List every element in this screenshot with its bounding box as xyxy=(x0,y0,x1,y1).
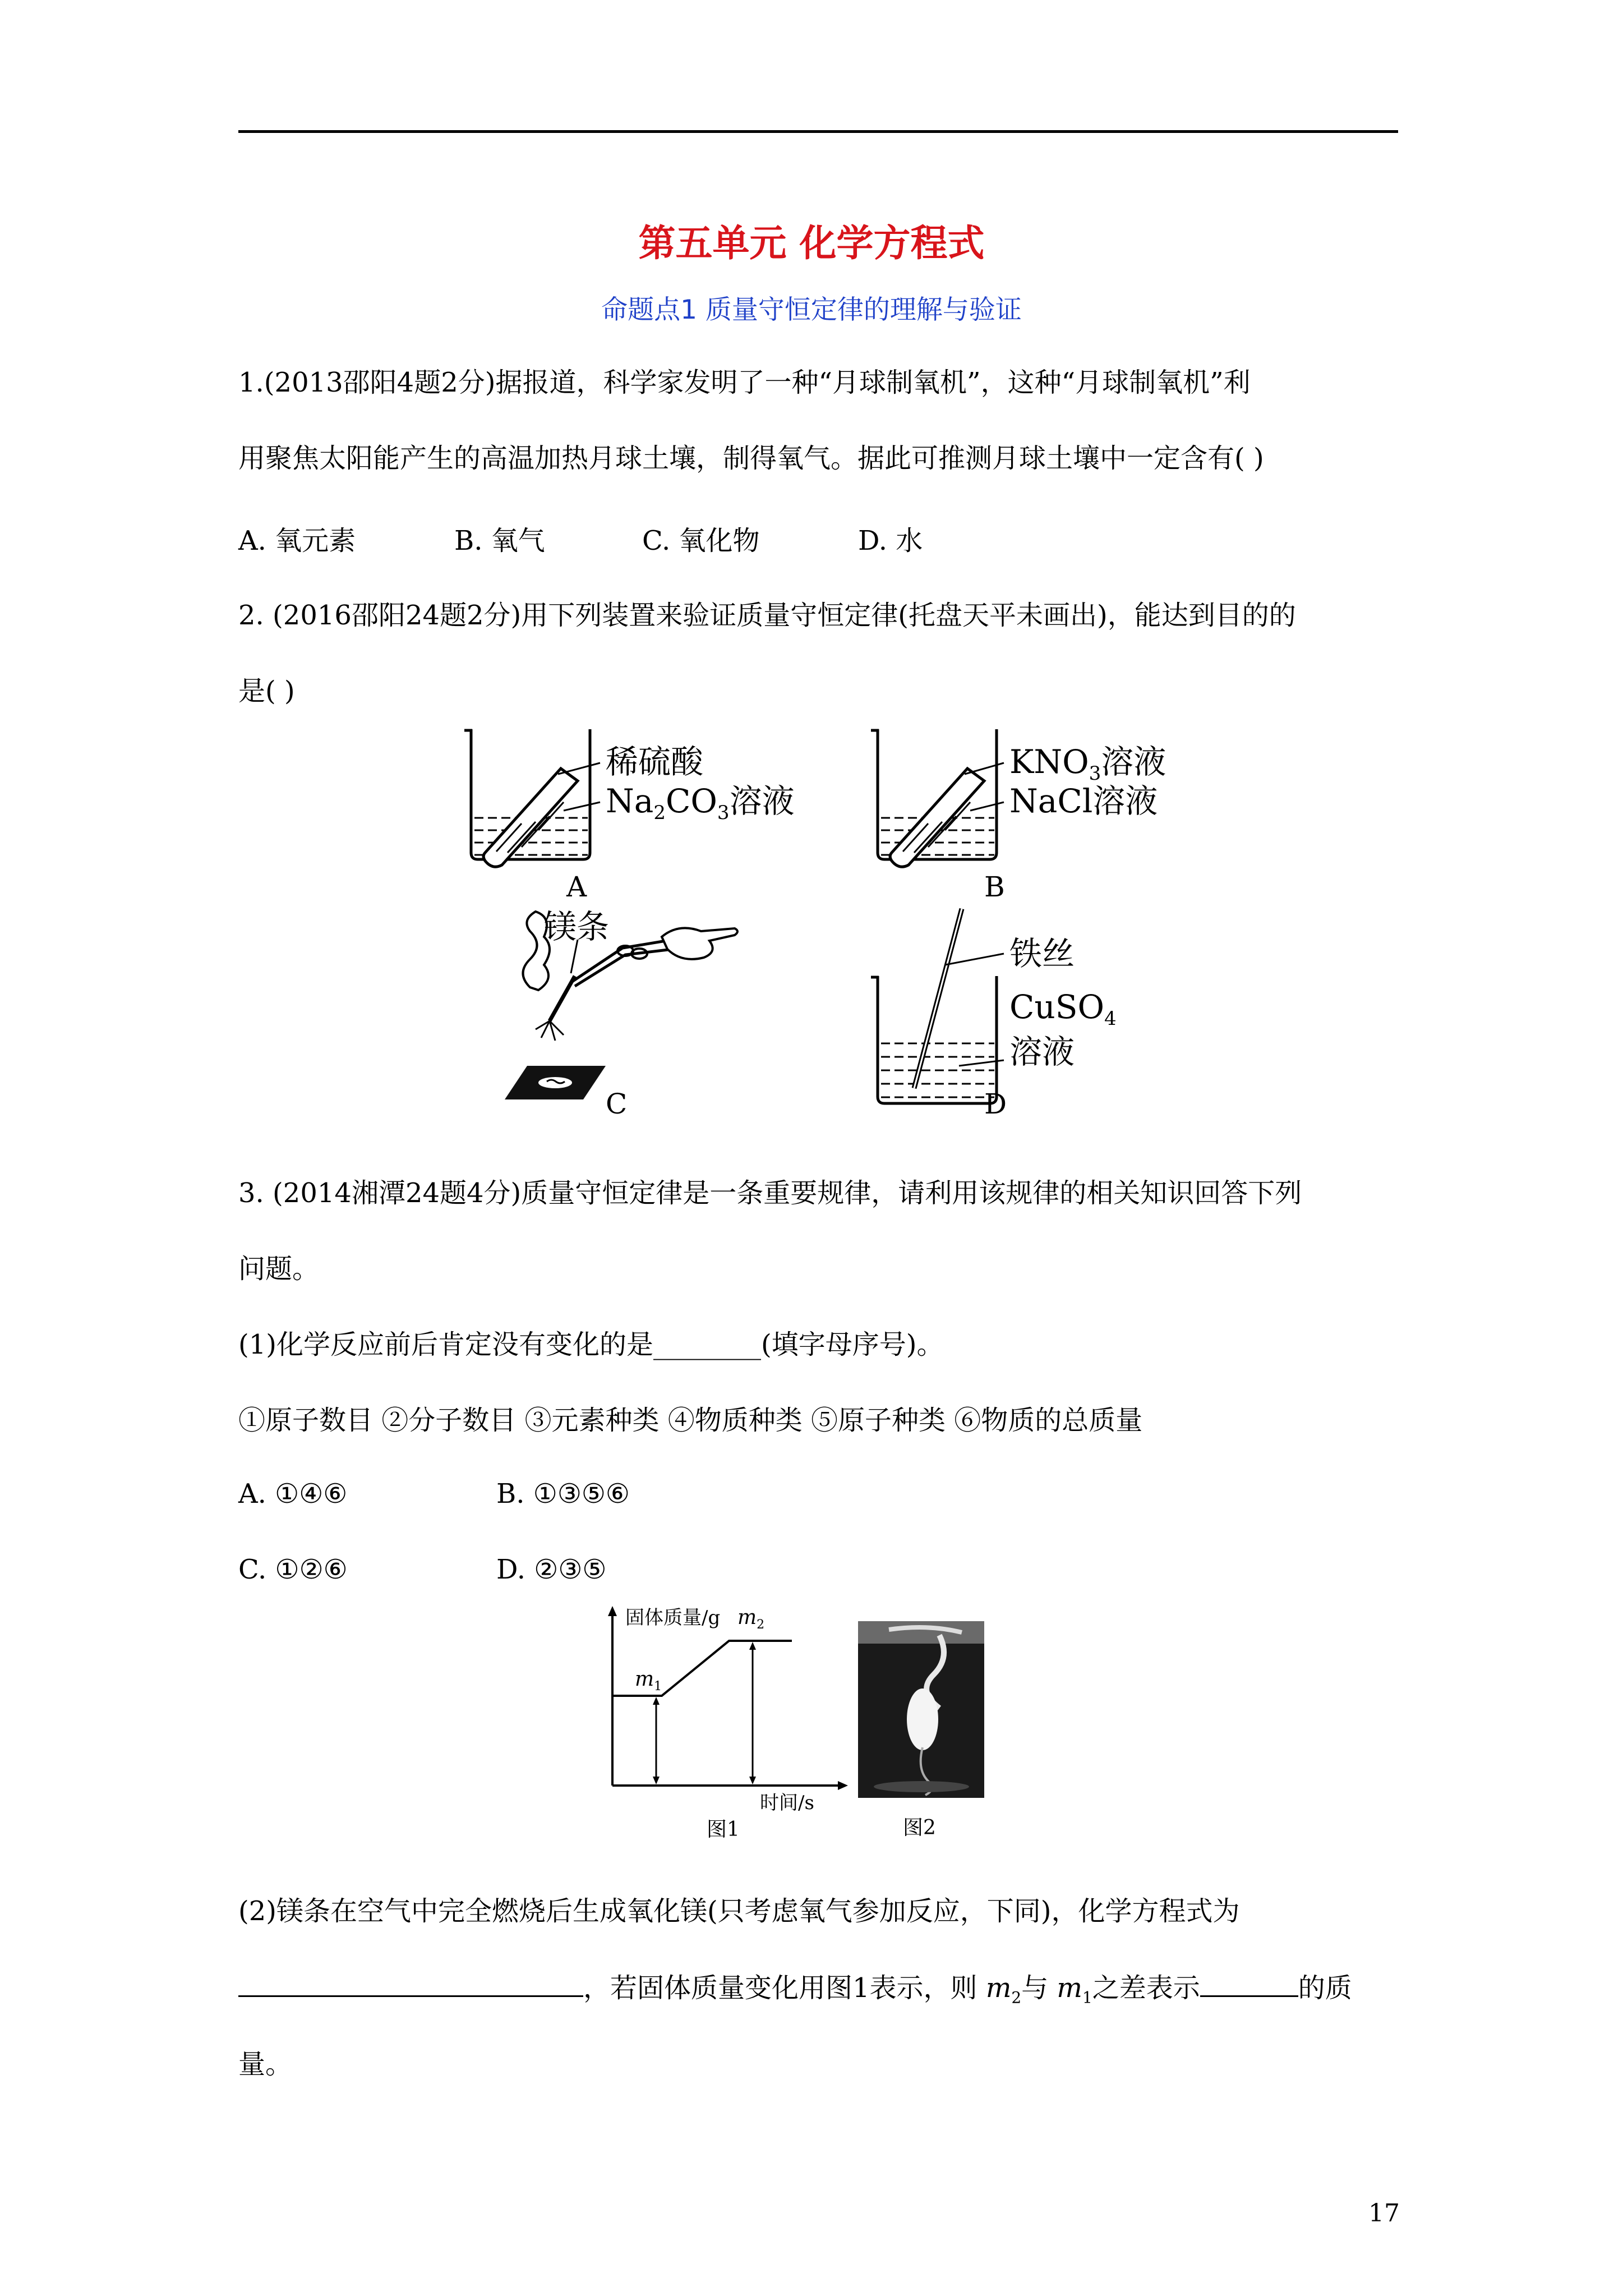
q1-option-a: A. 氧元素 xyxy=(238,525,356,556)
q3-part2-line3: 量。 xyxy=(238,2049,293,2080)
q3-items: ①原子数目 ②分子数目 ③元素种类 ④物质种类 ⑤原子种类 ⑥物质的总质量 xyxy=(238,1405,1143,1436)
apparatus-b xyxy=(871,729,1166,903)
q3-figure2-photo xyxy=(855,1618,990,1843)
q2-line1: 2. (2016邵阳24题2分)用下列装置来验证质量守恒定律(托盘天平未画出)，能达到目的的 xyxy=(238,600,1296,631)
label-magnesium-ribbon: 镁条 xyxy=(544,908,610,946)
caption-b: B xyxy=(984,871,1005,903)
page-number: 17 xyxy=(1368,2199,1400,2228)
q3-option-b: B. ①③⑤⑥ xyxy=(496,1478,630,1510)
figure1-y-axis-label: 固体质量/g xyxy=(625,1607,721,1629)
q2-apparatus-figure xyxy=(437,718,1223,1139)
figure1-x-axis-label: 时间/s xyxy=(760,1792,814,1814)
equation-answer-blank[interactable] xyxy=(238,1973,583,1997)
caption-a: A xyxy=(566,871,587,903)
q1-option-b: B. 氧气 xyxy=(454,525,545,556)
q3-line1: 3. (2014湘潭24题4分)质量守恒定律是一条重要规律，请利用该规律的相关知识回答下列 xyxy=(238,1177,1302,1209)
label-sodium-chloride: NaCl溶液 xyxy=(1009,782,1158,820)
q3-line2: 问题。 xyxy=(238,1253,320,1285)
q3-part2-line2: ，若固体质量变化用图1表示，则 $m_2$与 $m_1$之差表示 的质 xyxy=(238,1970,1399,2016)
apparatus-d xyxy=(871,909,1117,1120)
difference-answer-blank[interactable] xyxy=(1200,1973,1298,1997)
apparatus-c xyxy=(505,908,737,1120)
q1-line1: 1.(2013邵阳4题2分)据报道，科学家发明了一种“月球制氧机”，这种“月球制氧机”利 xyxy=(238,367,1251,398)
q3-part1: (1)化学反应前后肯定没有变化的是________(填字母序号)。 xyxy=(238,1329,944,1360)
q1-line2: 用聚焦太阳能产生的高温加热月球土壤，制得氧气。据此可推测月球土壤中一定含有( ) xyxy=(238,443,1264,474)
figure1-m1-label: $m_1$ xyxy=(635,1668,662,1694)
figure1-m2-label: $m_2$ xyxy=(737,1606,765,1632)
q1-option-d: D. 水 xyxy=(858,525,923,556)
caption-d: D xyxy=(984,1088,1007,1120)
q3-option-a: A. ①④⑥ xyxy=(238,1478,348,1510)
label-solution: 溶液 xyxy=(1009,1033,1075,1071)
topic-subtitle: 命题点1 质量守恒定律的理解与验证 xyxy=(601,295,1022,325)
figure2-caption: 图2 xyxy=(903,1816,936,1839)
q3-part2-line1: (2)镁条在空气中完全燃烧后生成氧化镁(只考虑氧气参加反应，下同)，化学方程式为 xyxy=(238,1895,1240,1927)
apparatus-a xyxy=(464,729,795,903)
q3-option-c: C. ①②⑥ xyxy=(238,1554,348,1585)
label-dilute-sulfuric-acid: 稀硫酸 xyxy=(606,743,704,781)
label-copper-sulfate: CuSO$_4$ xyxy=(1009,988,1117,1030)
unit-title: 第五单元 化学方程式 xyxy=(638,222,985,265)
figure1-caption: 图1 xyxy=(707,1818,740,1841)
q3-figure1-mass-time xyxy=(594,1602,858,1843)
label-iron-wire: 铁丝 xyxy=(1009,935,1075,973)
q2-line2: 是( ) xyxy=(238,675,295,707)
label-sodium-carbonate: $Na_2CO_3$溶液 xyxy=(606,782,795,824)
label-potassium-nitrate: $KNO_3$溶液 xyxy=(1009,743,1166,785)
q3-option-d: D. ②③⑤ xyxy=(496,1554,607,1585)
header-rule xyxy=(238,130,1398,133)
caption-c: C xyxy=(606,1088,628,1120)
q1-option-c: C. 氧化物 xyxy=(642,525,760,556)
